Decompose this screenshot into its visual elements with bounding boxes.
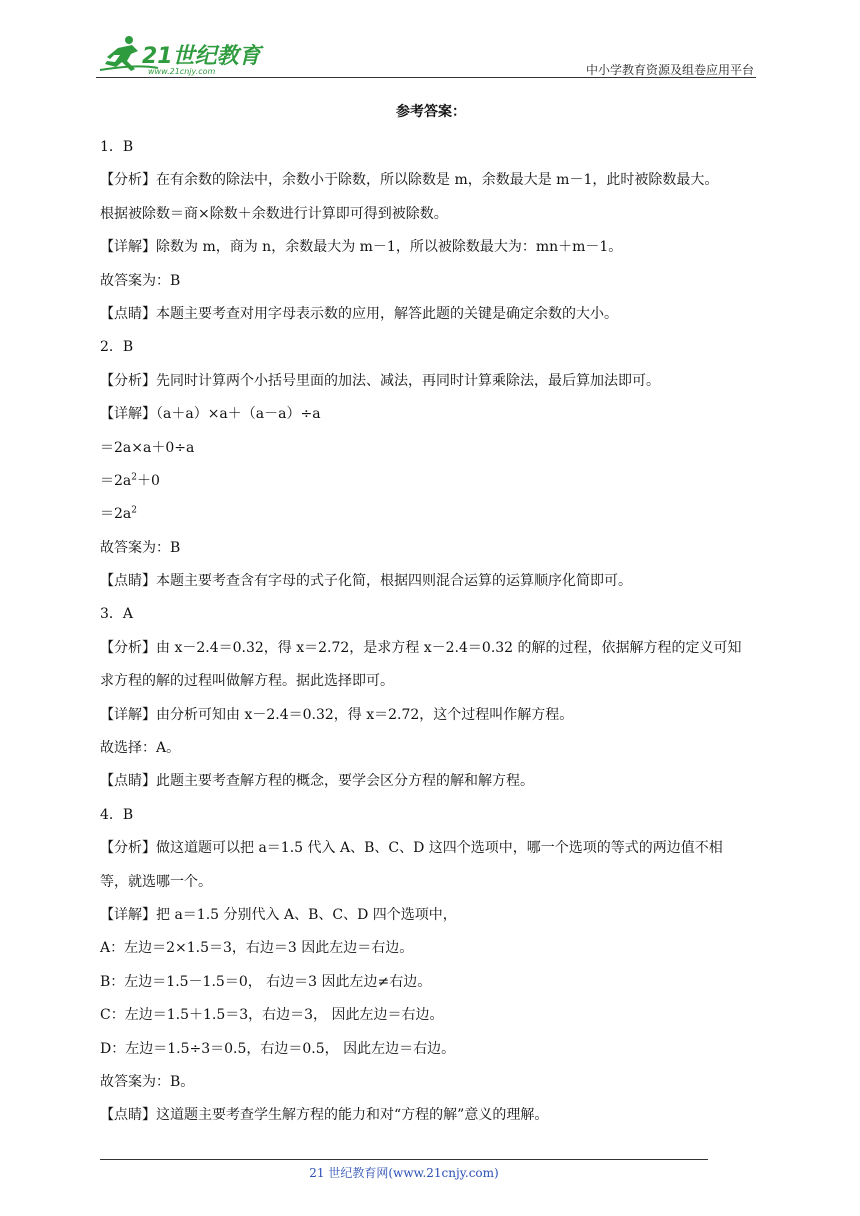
answer-line: $=2a^2+0$ [100, 472, 160, 489]
answer-line: 4．B [100, 806, 134, 823]
answer-line: B：左边＝1.5－1.5＝0， 右边＝3 因此左边≠右边。 [100, 973, 432, 990]
answer-line: A：左边＝2×1.5＝3，右边＝3 因此左边＝右边。 [100, 940, 414, 957]
answer-line: 2．B [100, 339, 134, 356]
answer-lines [100, 131, 762, 1133]
footer-text: 21 世纪教育网(www.21cnjy.com) [309, 1166, 499, 1180]
answer-line: 求方程的解的过程叫做解方程。据此选择即可。 [100, 673, 394, 690]
answer-content [100, 98, 762, 1133]
page-title: 参考答案： [396, 104, 466, 120]
page-header [96, 34, 756, 78]
answer-line: 【详解】除数为 m，商为 n，余数最大为 m－1，所以被除数最大为：mn＋m－1。 [100, 239, 623, 256]
answer-line: 【详解】把 a＝1.5 分别代入 A、B、C、D 四个选项中， [100, 906, 457, 923]
answer-line: 故答案为：B。 [100, 1073, 195, 1090]
answer-line: 【详解】（a＋a）×a＋（a－a）÷a [100, 406, 321, 423]
answer-line: 根据被除数＝商×除数＋余数进行计算即可得到被除数。 [100, 205, 448, 222]
answer-line: 【点睛】此题主要考查解方程的概念，要学会区分方程的解和解方程。 [100, 773, 534, 790]
answer-line: C：左边＝1.5＋1.5＝3，右边＝3， 因此左边＝右边。 [100, 1007, 444, 1024]
answer-line: 1．B [100, 139, 134, 155]
answer-line: 故答案为：B [100, 272, 181, 289]
answer-line: 【分析】先同时计算两个小括号里面的加法、减法，再同时计算乘除法，最后算加法即可。 [100, 372, 660, 389]
answer-line: 【点睛】本题主要考查含有字母的式子化简，根据四则混合运算的运算顺序化简即可。 [100, 573, 632, 590]
answer-line: 故答案为：B [100, 539, 181, 556]
logo-url: www.21cnjy.com [148, 67, 216, 76]
answer-line: 3．A [100, 606, 134, 623]
answer-line: 【分析】由 x－2.4＝0.32，得 x＝2.72，是求方程 x－2.4＝0.32 的解的过程，依据解方程的定义可知 [100, 639, 742, 656]
answer-line: D：左边＝1.5÷3＝0.5，右边＝0.5， 因此左边＝右边。 [100, 1040, 456, 1057]
answer-line: 【分析】做这道题可以把 a＝1.5 代入 A、B、C、D 这四个选项中，哪一个选项的等式的两边值不相 [100, 840, 723, 857]
answer-line: 【详解】由分析可知由 x－2.4＝0.32，得 x＝2.72，这个过程叫作解方程。 [100, 706, 574, 723]
header-divider [96, 77, 756, 78]
answer-line: $=2a^2$ [100, 505, 137, 523]
header-platform-text: 中小学教育资源及组卷应用平台 [585, 63, 754, 77]
answer-line: 等，就选哪一个。 [100, 873, 212, 890]
answer-line: ＝2a×a＋0÷a [100, 439, 195, 456]
answer-line: 故选择：A。 [100, 740, 181, 757]
answer-line: 【点睛】本题主要考查对用字母表示数的应用，解答此题的关键是确定余数的大小。 [100, 305, 618, 322]
logo-text: 21世纪教育 [142, 44, 261, 69]
footer-divider [100, 1159, 708, 1160]
logo [96, 34, 266, 76]
answer-line: 【分析】在有余数的除法中，余数小于除数，所以除数是 m，余数最大是 m－1，此时被除数最大。 [100, 172, 719, 189]
answer-line: 【点睛】这道题主要考查学生解方程的能力和对“方程的解”意义的理解。 [100, 1107, 549, 1124]
